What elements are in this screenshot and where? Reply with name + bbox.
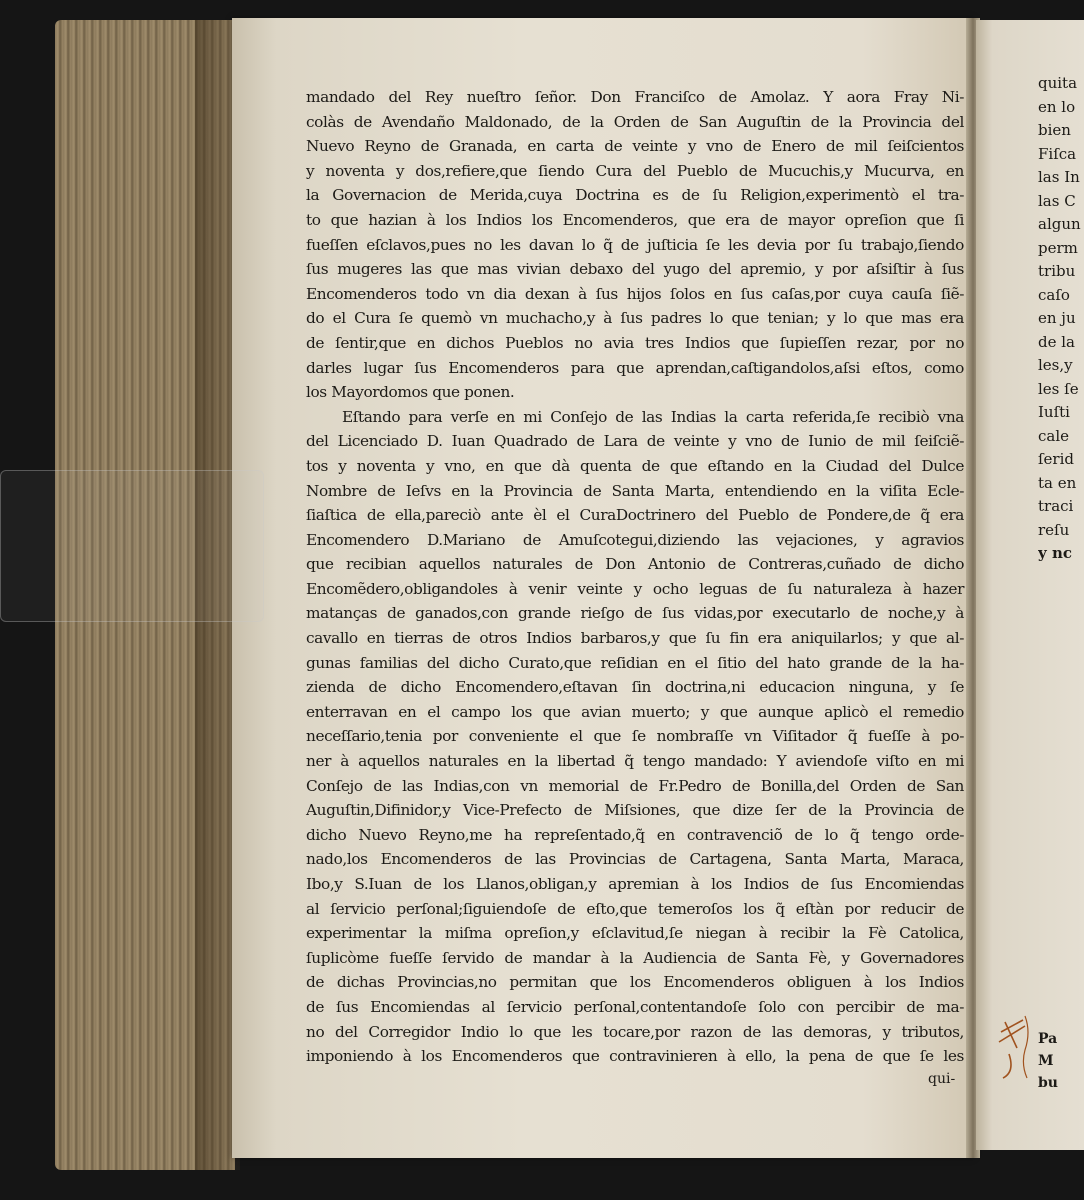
facing-line: ta en — [1038, 473, 1077, 492]
text-line-28: ner à aquellos naturales en la libertad q̃ tengo mandado: Y aviendoſe viſto en mi — [306, 752, 964, 771]
text-line-15: del Licenciado D. Iuan Quadrado de Lara de veinte y vno de Iunio de mil ſeiſciẽ- — [306, 432, 964, 451]
facing-line: perm — [1038, 238, 1078, 257]
text-line-33: Ibo,y S.Iuan de los Llanos,obligan,y apremian à los Indios de ſus Encomiendas — [306, 875, 964, 893]
text-line-36: ſuplicòme fueſſe ſervido de mandar à la Audiencia de Santa Fè, y Governadores — [306, 948, 964, 967]
text-line-10: do el Cura ſe quemò vn muchacho,y à ſus padres lo que tenian; y lo que mas era — [306, 309, 964, 328]
facing-page-text — [1038, 72, 1084, 566]
facing-line: algun — [1038, 215, 1081, 233]
facing-line: les,y — [1038, 356, 1073, 374]
glass-clip — [0, 470, 264, 622]
text-line-1: mandado del Rey nueſtro ſeñor. Don Franciſco de Amolaz. Y aora Fray Ni- — [306, 88, 964, 106]
text-line-20: que recibian aquellos naturales de Don Antonio de Contreras,cuñado de dicho — [306, 555, 964, 574]
facing-line: de la — [1038, 332, 1075, 351]
text-line-16: tos y noventa y vno, en que dà quenta de que eſtando en la Ciudad del Dulce — [306, 456, 964, 475]
catchword: qui- — [928, 1071, 956, 1087]
facing-page-bottom-text — [1038, 1028, 1084, 1094]
facing-line: tribu — [1038, 262, 1076, 280]
text-line-17: Nombre de Ieſvs en la Provincia de Santa Marta, entendiendo en la viſita Ecle- — [306, 481, 964, 500]
text-line-9: Encomenderos todo vn dia dexan à ſus hijos ſolos en ſus caſas,por cuya cauſa ſiẽ- — [306, 284, 964, 303]
text-line-34: al ſervicio perſonal;ſiguiendoſe de eſto,que temeroſos los q̃ eſtàn por reducir de — [306, 899, 964, 918]
text-line-11: de ſentir,que en dichos Pueblos no avia tres Indios que ſupieſſen rezar, por no — [306, 333, 964, 352]
facing-bottom-line: Pa — [1038, 1031, 1058, 1047]
facing-line: ſerid — [1038, 450, 1074, 468]
text-line-6: to que hazian à los Indios los Encomenderos, que era de mayor opreſion que ſi — [306, 210, 964, 229]
facing-line: en lo — [1038, 97, 1076, 116]
text-line-31: dicho Nuevo Reyno,me ha repreſentado,q̃ en contravenciõ de lo q̃ tengo orde- — [306, 825, 964, 844]
facing-bottom-line: M — [1038, 1053, 1054, 1069]
text-line-24: gunas familias del dicho Curato,que reſidian en el ſitio del hato grande de la ha- — [306, 653, 964, 672]
text-line-23: cavallo en tierras de otros Indios barbaros,y que ſu fin era aniquilarlos; y que al- — [306, 629, 964, 648]
text-line-27: neceſſario,tenia por conveniente el que ſe nombraſſe vn Viſitador q̃ fueſſe à po- — [306, 727, 964, 746]
text-line-4: y noventa y dos,refiere,que ſiendo Cura del Pueblo de Mucuchis,y Mucurva, en — [306, 161, 964, 180]
text-line-5: la Governacion de Merida,cuya Doctrina es de ſu Religion,experimentò el tra- — [306, 186, 964, 205]
text-line-35: experimentar la miſma opreſion,y eſclavitud,ſe niegan à recibir la Fè Catolica, — [306, 924, 964, 943]
text-line-7: fueſſen eſclavos,pues no les davan lo q̃ de juſticia ſe les devia por ſu trabajo,ſiendo — [306, 235, 964, 254]
facing-line: quita — [1038, 74, 1078, 92]
text-line-37: de dichas Provincias,no permitan que los Encomenderos obliguen à los Indios — [306, 973, 964, 992]
text-line-12: darles lugar ſus Encomenderos para que aprendan,caſtigandolos,aſsi eſtos, como — [306, 358, 964, 377]
text-line-14: Eſtando para verſe en mi Conſejo de las Indias la carta referida,ſe recibiò vna — [342, 407, 964, 426]
text-line-32: nado,los Encomenderos de las Provincias de Cartagena, Santa Marta, Maraca, — [306, 850, 964, 869]
text-line-2: colàs de Avendaño Maldonado, de la Orden de San Auguſtin de la Provincia del — [306, 112, 964, 131]
text-line-22: matanças de ganados,con grande rieſgo de ſus vidas,por executarlo de noche,y à — [306, 604, 964, 623]
facing-line: Fiſca — [1038, 144, 1077, 163]
facing-line: les ſe — [1038, 379, 1079, 398]
text-line-19: Encomendero D.Mariano de Amuſcotegui,diziendo las vejaciones, y agravios — [306, 530, 964, 549]
text-line-38: de ſus Encomiendas al ſervicio perſonal,contentandoſe ſolo con percibir de ma- — [306, 997, 964, 1016]
handwritten-mark-icon — [995, 1012, 1035, 1082]
text-line-18: ſiaſtica de ella,pareciò ante èl el CuraDoctrinero del Pueblo de Pondere,de q̃ era — [306, 506, 964, 525]
text-line-8: ſus mugeres las que mas vivian debaxo del yugo del apremio, y por aſsiſtir à ſus — [306, 260, 964, 279]
facing-line: en ju — [1038, 309, 1076, 327]
facing-bottom-line: bu — [1038, 1075, 1058, 1091]
text-line-40: imponiendo à los Encomenderos que contravinieren à ello, la pena de que ſe les — [306, 1047, 964, 1066]
facing-line: las C — [1038, 191, 1076, 210]
facing-line: las In — [1038, 168, 1080, 186]
text-line-3: Nuevo Reyno de Granada, en carta de veinte y vno de Enero de mil ſeiſcientos — [306, 137, 964, 156]
text-line-25: zienda de dicho Encomendero,eſtavan ſin doctrina,ni educacion ninguna, y ſe — [306, 678, 964, 697]
facing-line: bien — [1038, 121, 1071, 139]
facing-line: cale — [1038, 426, 1070, 445]
main-text-block — [306, 85, 964, 1069]
text-line-26: enterravan en el campo los que avian muerto; y que aunque aplicò el remedio — [306, 702, 964, 721]
facing-line: Iuſti — [1038, 403, 1070, 421]
facing-line: caſo — [1038, 285, 1070, 304]
text-line-21: Encomẽdero,obligandoles à venir veinte y ocho leguas de ſu naturaleza à hazer — [306, 579, 964, 598]
text-line-13: los Mayordomos que ponen. — [306, 383, 515, 402]
facing-line: reſu — [1038, 520, 1070, 539]
text-line-39: no del Corregidor Indio lo que les tocare,por razon de las demoras, y tributos, — [306, 1022, 964, 1041]
facing-line: traci — [1038, 497, 1074, 515]
text-line-29: Conſejo de las Indias,con vn memorial de Fr.Pedro de Bonilla,del Orden de San — [306, 776, 964, 795]
text-line-30: Auguſtin,Difinidor,y Vice-Prefecto de Miſsiones, que dize ſer de la Provincia de — [306, 801, 964, 820]
facing-line: y nc — [1038, 544, 1072, 562]
